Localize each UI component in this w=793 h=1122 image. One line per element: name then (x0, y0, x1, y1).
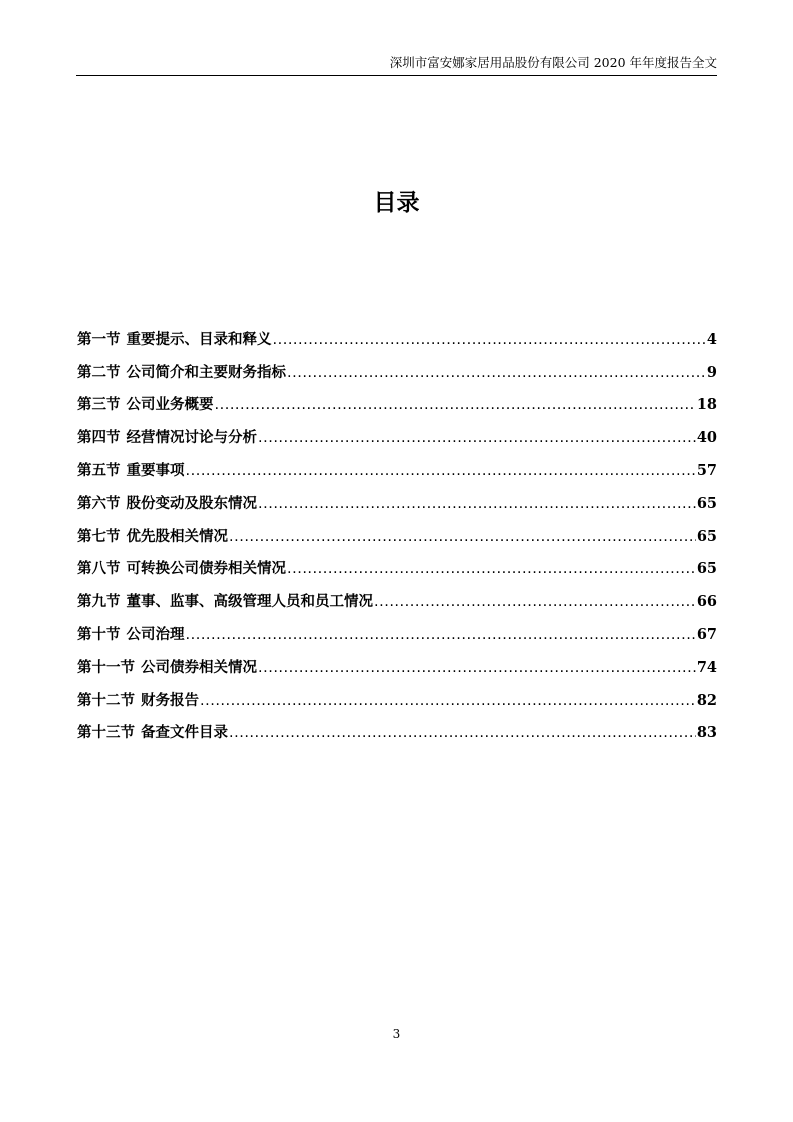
toc-section-number: 第十节 (77, 626, 121, 643)
page-title: 目录 (373, 190, 420, 216)
toc-page-number: 66 (696, 593, 717, 611)
toc-section-number: 第七节 (77, 528, 121, 545)
toc-entry-8[interactable] (77, 547, 717, 580)
toc-section-number: 第十三节 (77, 725, 135, 742)
toc-section-number: 第八节 (77, 561, 121, 578)
toc-section-number: 第六节 (77, 495, 121, 512)
toc-entry-9[interactable] (77, 579, 717, 612)
toc-dot-leader (258, 658, 696, 678)
toc-entry-3[interactable] (77, 383, 717, 416)
toc-page-number: 65 (696, 560, 717, 578)
toc-section-name: 经营情况讨论与分析 (126, 430, 257, 447)
toc-section-name: 公司简介和主要财务指标 (126, 364, 286, 381)
toc-section-name: 股份变动及股东情况 (126, 495, 257, 512)
toc-entry-5[interactable] (77, 448, 717, 481)
toc-page-number: 4 (706, 330, 717, 348)
toc-section-number: 第九节 (77, 594, 121, 611)
toc-entry-11[interactable] (77, 645, 717, 678)
toc-section-number: 第十二节 (77, 692, 135, 709)
toc-dot-leader (258, 494, 696, 514)
toc-page-number: 9 (706, 363, 717, 381)
toc-section-number: 第十一节 (77, 659, 135, 676)
toc-section-name: 公司业务概要 (126, 397, 214, 414)
page-header (76, 55, 717, 76)
toc-section-name: 备查文件目录 (141, 725, 228, 742)
toc-entry-2[interactable] (77, 350, 717, 383)
toc-page-number: 18 (696, 396, 717, 414)
toc-section-name: 重要事项 (126, 462, 185, 479)
toc-page-number: 40 (696, 429, 717, 447)
toc-entry-12[interactable] (77, 678, 717, 711)
page-number-footer: 3 (392, 1027, 401, 1041)
header-text: 深圳市富安娜家居用品股份有限公司 2020 年年度报告全文 (389, 55, 717, 70)
toc-page-number: 67 (696, 625, 717, 643)
toc-section-number: 第三节 (77, 397, 121, 414)
toc-dot-leader (186, 461, 696, 481)
toc-section-name: 优先股相关情况 (126, 528, 228, 545)
toc-dot-leader (215, 395, 696, 415)
toc-page-number: 57 (696, 461, 717, 479)
toc-dot-leader (229, 723, 696, 743)
toc-section-name: 重要提示、目录和释义 (126, 331, 272, 348)
toc-section-name: 财务报告 (141, 692, 199, 709)
toc-section-number: 第一节 (77, 331, 121, 348)
toc-section-number: 第四节 (77, 430, 121, 447)
toc-page-number: 83 (696, 724, 717, 742)
toc-dot-leader (200, 691, 696, 711)
toc-entry-7[interactable] (77, 514, 717, 547)
toc-section-name: 可转换公司债券相关情况 (126, 561, 286, 578)
toc-entry-13[interactable] (77, 711, 717, 744)
toc-section-name: 公司治理 (126, 626, 185, 643)
toc-dot-leader (258, 428, 696, 448)
toc-dot-leader (186, 625, 696, 645)
toc-entry-6[interactable] (77, 481, 717, 514)
toc-page-number: 65 (696, 527, 717, 545)
toc-dot-leader (287, 363, 706, 383)
toc-entry-10[interactable] (77, 612, 717, 645)
toc-dot-leader (273, 330, 706, 350)
toc-dot-leader (287, 559, 696, 579)
toc-dot-leader (374, 592, 696, 612)
table-of-contents (77, 317, 717, 743)
toc-section-name: 公司债券相关情况 (141, 659, 257, 676)
toc-entry-4[interactable] (77, 415, 717, 448)
toc-page-number: 82 (696, 691, 717, 709)
toc-page-number: 74 (696, 658, 717, 676)
toc-section-number: 第五节 (77, 462, 121, 479)
toc-page-number: 65 (696, 494, 717, 512)
toc-entry-1[interactable] (77, 317, 717, 350)
toc-section-number: 第二节 (77, 364, 121, 381)
toc-section-name: 董事、监事、高级管理人员和员工情况 (126, 594, 373, 611)
toc-dot-leader (229, 527, 696, 547)
